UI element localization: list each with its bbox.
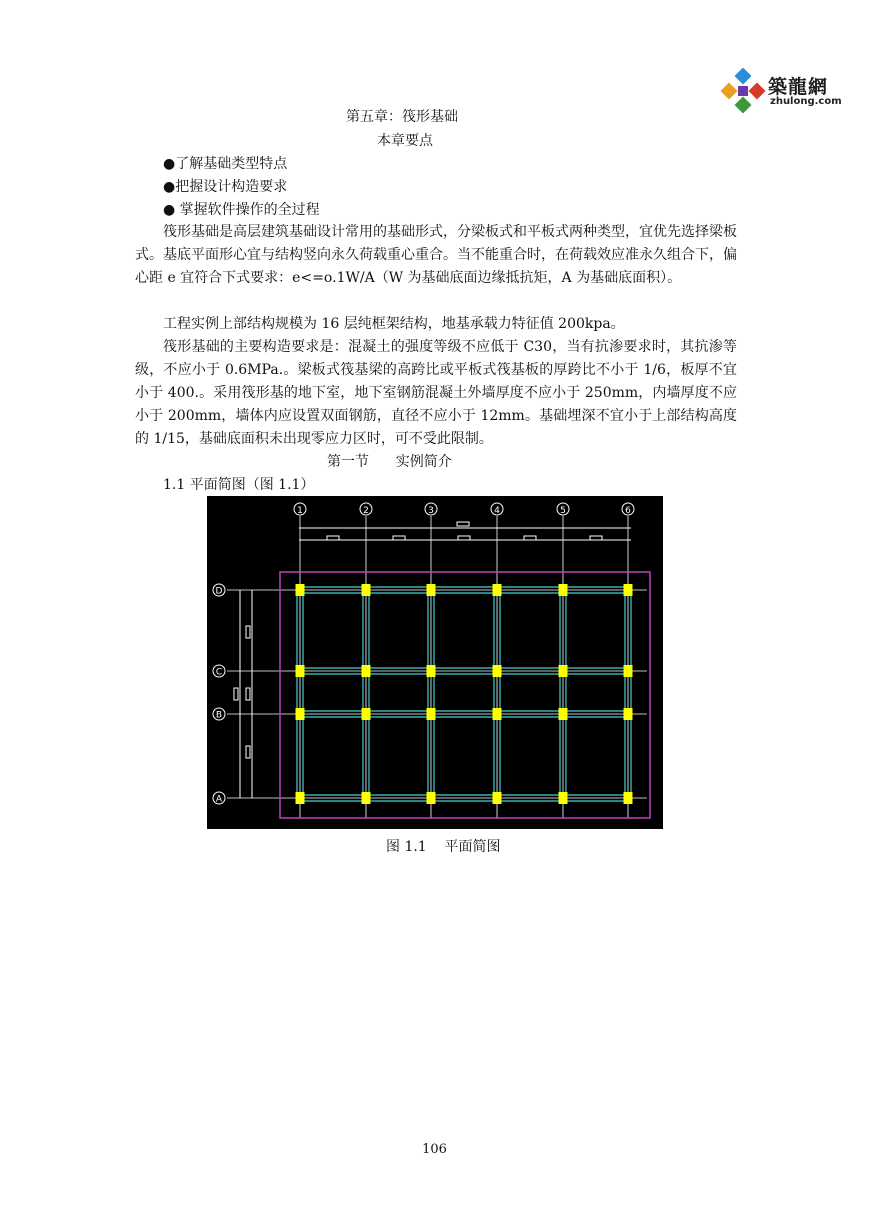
column-B4 <box>493 708 502 720</box>
column-C6 <box>624 665 633 677</box>
axis-grid <box>227 516 647 818</box>
section-heading: 本章要点 <box>377 133 433 149</box>
axis-label-col-2: 2 <box>363 506 369 516</box>
page-number: 106 <box>422 1142 447 1157</box>
column-A4 <box>493 792 502 804</box>
column-B5 <box>559 708 568 720</box>
column-D4 <box>493 584 502 596</box>
plan-figure <box>207 496 663 829</box>
logo-brand-text: 築龍網 <box>768 76 829 98</box>
column-A3 <box>427 792 436 804</box>
axis-label-row-D: D <box>215 586 223 597</box>
beam-layer <box>297 587 631 801</box>
bullet-item-2: ●把握设计构造要求 <box>163 179 288 195</box>
axis-label-row-C: C <box>215 667 223 678</box>
logo-site-text: zhulong.com <box>770 96 842 107</box>
dimension-lines <box>234 522 631 798</box>
subsection-title: 1.1 平面简图（图 1.1） <box>163 477 315 493</box>
column-C5 <box>559 665 568 677</box>
axis-label-col-3: 3 <box>428 506 434 516</box>
raft-boundary <box>280 572 650 818</box>
section-title: 第一节 实例简介 <box>327 454 452 470</box>
axis-labels <box>213 503 634 805</box>
bullet-item-1: ●了解基础类型特点 <box>163 156 288 172</box>
column-A2 <box>362 792 371 804</box>
paragraph-raft-intro: 筏形基础是高层建筑基础设计常用的基础形式，分梁板式和平板式两种类型，宜优先选择梁板式。基底平面形心宜与结构竖向永久荷载重心重合。当不能重合时，在荷载效应准永久组合下，偏心距 e 宜符合下式要求：e<=o.1W/A（W 为基础底面边缘抵抗矩，A 为基础底面积）。 <box>135 224 737 287</box>
axis-label-col-6: 6 <box>625 506 631 516</box>
column-D2 <box>362 584 371 596</box>
paragraph-construction-requirements: 筏形基础的主要构造要求是：混凝土的强度等级不应低于 C30，当有抗渗要求时，其抗渗等级，不应小于 0.6MPa.。梁板式筏基梁的高跨比或平板式筏基板的厚跨比不小于 1/6，板厚不宜小于 400.。采用筏形基的地下室，地下室钢筋混凝土外墙厚度不应小于 250mm，内墙厚度不应小于 200mm，墙体内应设置双面钢筋，直径不应小于 12mm。基础埋深不宜小于上部结构高度的 1/15，基础底面积未出现零应力区时，可不受此限制。 <box>135 339 737 448</box>
column-B1 <box>296 708 305 720</box>
column-layer <box>296 584 633 804</box>
axis-label-col-1: 1 <box>297 506 303 516</box>
column-C3 <box>427 665 436 677</box>
column-C2 <box>362 665 371 677</box>
column-D1 <box>296 584 305 596</box>
bullet-item-3: ● 掌握软件操作的全过程 <box>163 202 320 218</box>
column-D6 <box>624 584 633 596</box>
column-B3 <box>427 708 436 720</box>
axis-label-row-A: A <box>215 794 223 805</box>
zhulong-logo <box>720 68 844 116</box>
column-A5 <box>559 792 568 804</box>
plan-drawing <box>207 496 663 829</box>
zhulong-logo-icon <box>720 68 766 114</box>
axis-label-col-5: 5 <box>560 506 566 516</box>
column-C1 <box>296 665 305 677</box>
figure-caption: 图 1.1 平面简图 <box>386 839 501 855</box>
column-C4 <box>493 665 502 677</box>
column-A1 <box>296 792 305 804</box>
axis-label-row-B: B <box>215 710 223 721</box>
column-D5 <box>559 584 568 596</box>
column-B6 <box>624 708 633 720</box>
column-A6 <box>624 792 633 804</box>
chapter-title: 第五章：筏形基础 <box>346 109 458 125</box>
column-D3 <box>427 584 436 596</box>
paragraph-project-scale: 工程实例上部结构规模为 16 层纯框架结构，地基承载力特征值 200kpa。 <box>163 316 625 332</box>
column-B2 <box>362 708 371 720</box>
axis-label-col-4: 4 <box>494 506 500 516</box>
